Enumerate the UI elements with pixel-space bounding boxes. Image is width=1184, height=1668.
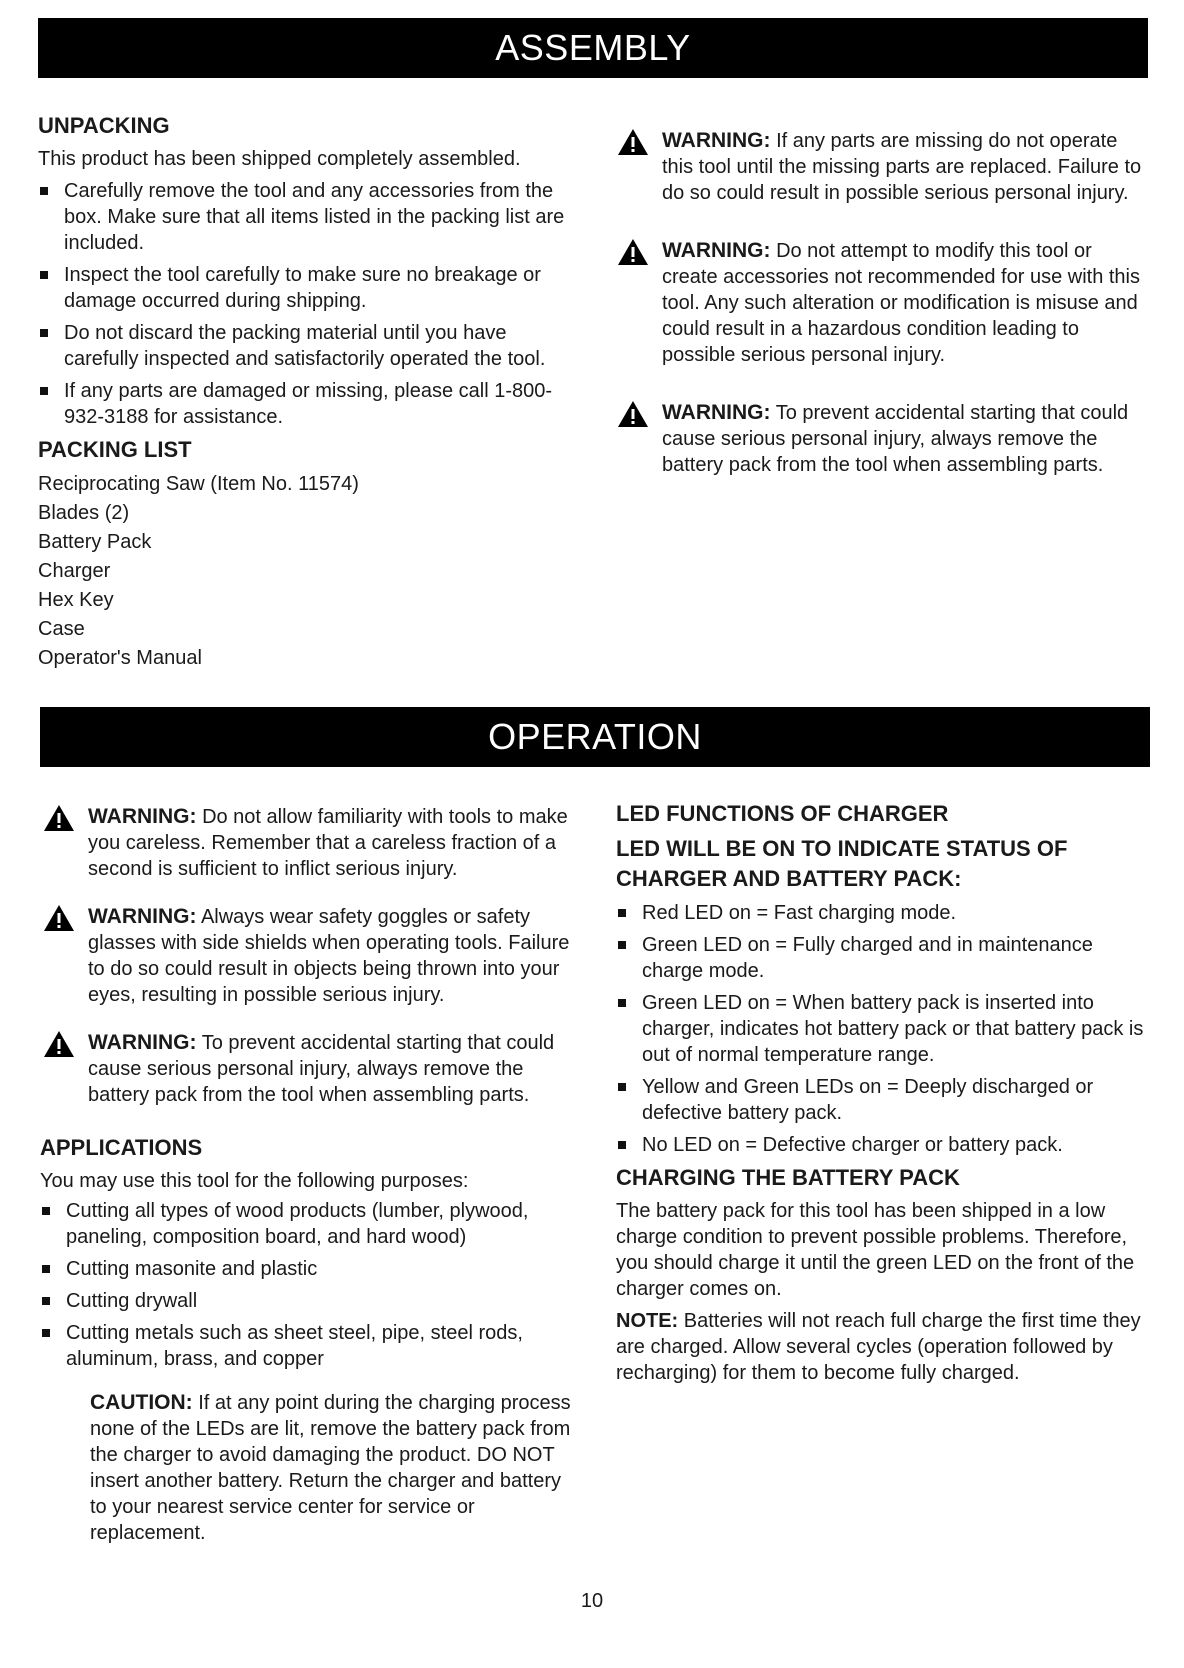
bullet-icon: [40, 187, 48, 195]
warning-label: WARNING:: [662, 129, 771, 152]
list-item: Do not discard the packing material until you have carefully inspected and satisfactorily operated the tool.: [38, 320, 578, 372]
operation-left-column: [40, 804, 580, 1546]
warning-label: WARNING:: [662, 401, 771, 424]
warning-text: If any parts are missing do not operate this tool until the missing parts are replaced. Failure to do so could result in possible serious personal injury.: [662, 130, 1142, 204]
list-item: Inspect the tool carefully to make sure no breakage or damage occurred during shipping.: [38, 262, 578, 314]
caution-label: CAUTION:: [90, 1391, 193, 1414]
warning-triangle-icon: [44, 905, 74, 931]
packing-list-item: Reciprocating Saw (Item No. 11574): [38, 473, 359, 495]
warning-block: [40, 804, 580, 882]
unpacking-heading: UNPACKING: [38, 113, 170, 138]
packing-list-item: Case: [38, 618, 85, 640]
warning-block: [614, 128, 1144, 206]
assembly-banner: ASSEMBLY: [38, 18, 1148, 78]
packing-list-item: Operator's Manual: [38, 647, 202, 669]
packing-list-item: Blades (2): [38, 502, 130, 524]
applications-heading: APPLICATIONS: [40, 1135, 203, 1160]
bullet-icon: [42, 1329, 50, 1337]
packing-list: [38, 470, 578, 673]
list-item: No LED on = Defective charger or battery pack.: [616, 1132, 1156, 1158]
list-item: Green LED on = When battery pack is inserted into charger, indicates hot battery pack or that battery pack is out of normal temperature range.: [616, 990, 1156, 1068]
caution-block: [40, 1390, 580, 1546]
list-item: Carefully remove the tool and any accessories from the box. Make sure that all items listed in the packing list are included.: [38, 178, 578, 256]
bullet-icon: [618, 909, 626, 917]
warning-text: To prevent accidental starting that could cause serious personal injury, always remove the battery pack from the tool when assembling parts.: [88, 1032, 555, 1106]
led-functions-heading: LED FUNCTIONS OF CHARGER: [616, 801, 949, 826]
bullet-icon: [42, 1265, 50, 1273]
applications-bullet-list: [40, 1198, 580, 1372]
bullet-icon: [40, 387, 48, 395]
page-number: 10: [580, 1590, 604, 1612]
warning-label: WARNING:: [88, 1031, 197, 1054]
warning-label: WARNING:: [88, 905, 197, 928]
note-paragraph: [616, 1308, 1156, 1386]
bullet-icon: [618, 1083, 626, 1091]
bullet-icon: [40, 329, 48, 337]
warning-label: WARNING:: [88, 805, 197, 828]
note-text: Batteries will not reach full charge the first time they are charged. Allow several cycles (operation followed by recharging) for them to become fully charged.: [616, 1310, 1141, 1384]
note-label: NOTE:: [616, 1310, 679, 1332]
warning-text: Do not allow familiarity with tools to make you careless. Remember that a careless fraction of a second is sufficient to inflict serious injury.: [88, 806, 568, 880]
list-item: Cutting masonite and plastic: [40, 1256, 580, 1282]
led-bullet-list: [616, 900, 1156, 1158]
warning-block: [40, 1030, 580, 1108]
warning-block: [614, 238, 1144, 368]
charging-heading: CHARGING THE BATTERY PACK: [616, 1165, 960, 1190]
bullet-icon: [618, 1141, 626, 1149]
assembly-left-column: [38, 112, 578, 673]
list-item: Red LED on = Fast charging mode.: [616, 900, 1156, 926]
operation-banner: OPERATION: [40, 707, 1150, 767]
packing-list-item: Hex Key: [38, 589, 114, 611]
warning-block: [40, 904, 580, 1008]
led-status-subheading: LED WILL BE ON TO INDICATE STATUS OF CHARGER AND BATTERY PACK:: [616, 836, 1068, 891]
list-item: Yellow and Green LEDs on = Deeply discharged or defective battery pack.: [616, 1074, 1156, 1126]
caution-text: If at any point during the charging process none of the LEDs are lit, remove the battery pack from the charger to avoid damaging the product. DO NOT insert another battery. Return the charger and battery to your nearest service center for service or replacement.: [90, 1392, 571, 1544]
warning-text: To prevent accidental starting that could cause serious personal injury, always remove the battery pack from the tool when assembling parts.: [662, 402, 1129, 476]
bullet-icon: [618, 941, 626, 949]
packing-list-heading: PACKING LIST: [38, 437, 192, 462]
bullet-icon: [618, 999, 626, 1007]
warning-block: [614, 400, 1144, 478]
applications-intro: You may use this tool for the following purposes:: [40, 1170, 469, 1192]
bullet-icon: [40, 271, 48, 279]
unpacking-intro: This product has been shipped completely assembled.: [38, 148, 521, 170]
list-item: Cutting drywall: [40, 1288, 580, 1314]
bullet-icon: [42, 1297, 50, 1305]
warning-text: Do not attempt to modify this tool or create accessories not recommended for use with this tool. Any such alteration or modification is misuse and could result in a hazardous condition leading to possible serious personal injury.: [662, 240, 1140, 366]
warning-triangle-icon: [44, 1031, 74, 1057]
list-item: Green LED on = Fully charged and in maintenance charge mode.: [616, 932, 1156, 984]
warning-triangle-icon: [618, 401, 648, 427]
warning-label: WARNING:: [662, 239, 771, 262]
bullet-icon: [42, 1207, 50, 1215]
unpacking-bullet-list: [38, 178, 578, 430]
warning-triangle-icon: [618, 129, 648, 155]
charging-text: The battery pack for this tool has been shipped in a low charge condition to prevent possible problems. Therefore, you should charge it until the green LED on the front of the charger comes on.: [616, 1200, 1135, 1300]
warning-text: Always wear safety goggles or safety glasses with side shields when operating tools. Failure to do so could result in objects being thrown into your eyes, resulting in possible serious injury.: [88, 906, 570, 1006]
warning-triangle-icon: [618, 239, 648, 265]
list-item: Cutting all types of wood products (lumber, plywood, paneling, composition board, and hard wood): [40, 1198, 580, 1250]
operation-right-column: [616, 800, 1156, 1390]
packing-list-item: Charger: [38, 560, 111, 582]
packing-list-item: Battery Pack: [38, 531, 152, 553]
list-item: Cutting metals such as sheet steel, pipe, steel rods, aluminum, brass, and copper: [40, 1320, 580, 1372]
assembly-right-column: [614, 128, 1144, 500]
list-item: If any parts are damaged or missing, please call 1-800-932-3188 for assistance.: [38, 378, 578, 430]
warning-triangle-icon: [44, 805, 74, 831]
